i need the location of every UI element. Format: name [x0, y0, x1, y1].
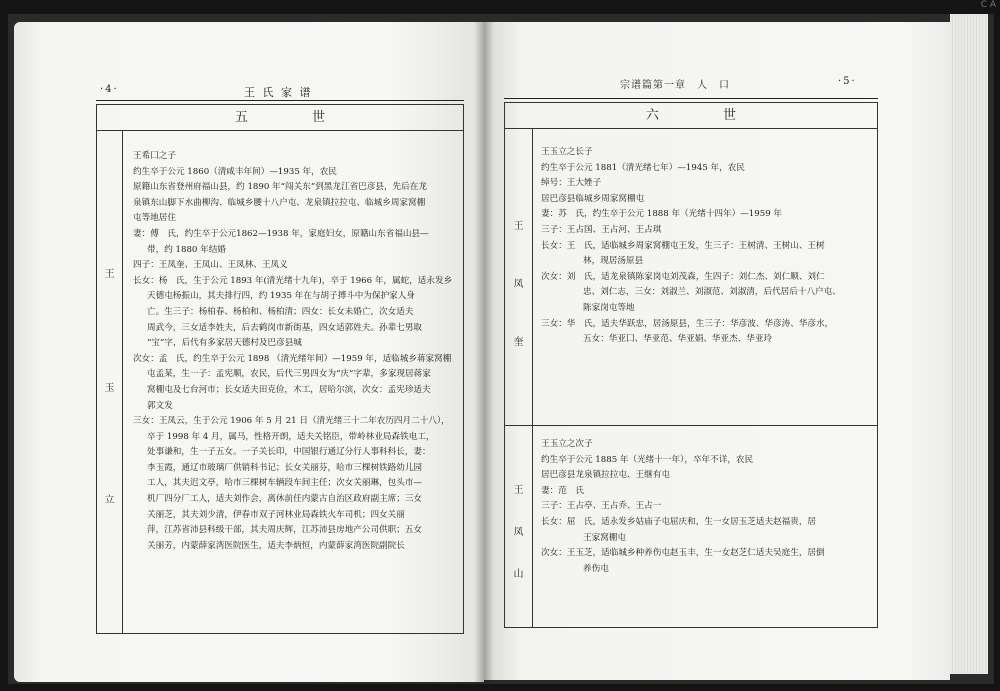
left-line: 卒于 1998 年 4 月，属马，性格开朗，适夫关铭臣，带岭林业局森铁电工，	[147, 431, 435, 442]
left-person-name-column	[97, 131, 123, 633]
left-line: 屯等地居住	[133, 213, 176, 224]
left-line: 妻：傅 氏，约生卒于公元1862—1938 年，家庭妇女，原籍山东省福山县—	[133, 228, 429, 239]
right-entry1-line: 三子：王占国、王占河、王占琪	[541, 224, 662, 235]
left-line: 机厂四分厂工人，适夫刘作会，离休前任内蒙古自治区政府副主席；三女	[147, 494, 423, 505]
right-entry2-line: 居巴彦县龙泉镇拉拉屯、王继有屯	[541, 470, 670, 481]
left-name-char-3: 立	[104, 495, 115, 506]
right-entry1-name-char-3: 奎	[513, 337, 524, 348]
left-line: 周武今，三女适李姓夫，后去鹤岗市新街基，四女适郭姓夫。孙辈七男取	[147, 322, 423, 333]
right-person-name-column	[505, 129, 533, 627]
right-page-number: ·5·	[838, 76, 857, 87]
right-entry2-line: 妻：范 氏	[541, 485, 584, 496]
left-name-char-2: 玉	[104, 383, 115, 394]
left-generation-table	[96, 104, 464, 634]
right-entry1-line: 妻：苏 氏，约生卒于公元 1888 年（光绪十四年）—1959 年	[541, 209, 782, 220]
left-line: 李玉霞，通辽市玻璃厂供销科书记；长女关丽芬，哈市三棵树铁路幼儿园	[147, 462, 423, 473]
right-entry2-name-char-1: 王	[513, 485, 524, 496]
right-entry1-line: 居巴彦县临城乡周家窝棚屯	[541, 193, 645, 204]
left-line: 长女：杨 氏，生于公元 1893 年(清光绪十九年)，卒于 1966 年，属蛇，适永发乡	[133, 275, 453, 286]
right-entry1-line: 忠、刘仁志，三女：刘淑兰、刘淑范、刘淑清，后代居后十八户屯、	[583, 287, 841, 298]
right-entry2-text	[541, 437, 873, 577]
left-line: 泉镇东山脚下水曲柳沟、临城乡腰十八户屯、龙泉镇拉拉屯、临城乡周家窝棚	[133, 197, 426, 208]
right-running-title: 宗谱篇第一章 人 口	[620, 80, 730, 91]
left-line: 三女：王凤云，生于公元 1906 年 5 月 21 日（清光绪三十二年农历四月二十八），	[133, 416, 450, 427]
right-entry-separator	[505, 425, 877, 426]
right-entry1-line: 长女：王 氏，适临城乡周家窝棚屯王发，生三子：王树清、王树山、王树	[541, 240, 825, 251]
left-line: 窝棚屯及七台河市；长女适夫田克俭，木工，居哈尔滨，次女：孟宪珍适夫	[147, 384, 431, 395]
right-entry2-name-char-3: 山	[513, 569, 524, 580]
page-edge	[950, 14, 988, 674]
right-entry2-line: 约生卒于公元 1885 年（光绪十一年），卒年不详，农民	[541, 454, 754, 465]
left-line: 关丽芳，内蒙薛家湾医院医生，适夫李炳恒，内蒙薛家湾医院副院长	[147, 540, 405, 551]
right-entry2-line: 王玉立之次子	[541, 439, 593, 449]
right-entry2-line: 次女：王玉芝，适临城乡种养伤屯赵玉丰，生一女赵芝仁适夫吴庭生，居倒	[541, 548, 825, 559]
right-entry1-line: 绰号：王大矬子	[541, 178, 602, 189]
left-header-rule	[96, 100, 464, 101]
right-entry2-line: 养伤屯	[583, 563, 609, 574]
left-line: 带，约 1880 年结婚	[147, 244, 226, 255]
right-entry1-name-char-2: 凤	[513, 279, 524, 290]
left-line: 工人，其夫迟文亭，哈市三棵树车辆段车间主任；次女关丽琳，包头市—	[147, 478, 423, 489]
right-entry2-line: 三子：王占亭、王占乔、王占一	[541, 501, 662, 512]
right-generation-table	[504, 102, 878, 628]
right-header-rule	[504, 98, 878, 99]
left-page-number: ·4·	[100, 84, 119, 95]
left-line: 郭文发	[147, 400, 173, 411]
right-entry1-name-char-1: 王	[513, 221, 524, 232]
left-line: 四子：王凤奎、王凤山、王凤林、王凤义	[133, 260, 288, 271]
left-line: 亡。生三子：杨柏春、杨柏和、杨柏清；四女：长女未婚亡，次女适夫	[147, 306, 414, 317]
book-gutter	[474, 22, 494, 682]
left-line: 处事谦和，生一子五女。一子关长印，中国银行通辽分行人事科科长，妻：	[147, 447, 431, 458]
right-entry1-line: 三女：华 氏，适夫华跃忠，居汤原县，生三子：华彦波、华彦涛、华彦水，	[541, 318, 834, 329]
left-line: 约生卒于公元 1860（清咸丰年间）—1935 年，农民	[133, 166, 337, 177]
left-generation-title: 五 世	[97, 105, 463, 131]
left-entry-text	[133, 149, 459, 554]
right-entry1-line: 约生卒于公元 1881（清光绪七年）—1945 年，农民	[541, 162, 745, 173]
left-line: 天德屯杨振山，其夫排行四，约 1935 年在与胡子搏斗中为保护家人身	[147, 291, 415, 302]
right-generation-title: 六 世	[505, 103, 877, 129]
right-entry1-text	[541, 145, 873, 348]
right-entry1-line: 王玉立之长子	[541, 147, 593, 157]
left-line: 关丽芝，其夫刘少清，伊春市双子河林业局森铁火车司机；四女关丽	[147, 509, 405, 520]
right-entry1-line: 次女：刘 氏，适龙泉镇陈家岗屯刘茂森，生四子：刘仁杰、刘仁顺、刘仁	[541, 271, 825, 282]
left-line: 原籍山东省登州府福山县，约 1890 年“闯关东”到黑龙江省巴彦县，先后在龙	[133, 182, 427, 193]
right-entry2-name-char-2: 凤	[513, 527, 524, 538]
left-running-title: 王 氏 家 谱	[244, 86, 313, 99]
left-line: “宝”字，后代有多家居天德村及巴彦县城	[147, 338, 302, 349]
right-entry2-line: 长女：屈 氏，适永发乡姑庙子屯屈庆和，生一女居玉芝适夫赵福贵，居	[541, 516, 817, 527]
left-line: 次女：孟 氏，约生卒于公元 1898 （清光绪年间）—1959 年，适临城乡蒋家窝棚	[133, 353, 452, 364]
left-name-char-1: 王	[104, 269, 115, 280]
left-line: 屯孟某，生一子：孟宪顺，农民，后代三男四女为“庆”字辈，多家现居蒋家	[147, 369, 431, 380]
right-entry2-line: 王家窝棚屯	[583, 532, 626, 543]
left-line: 王希囗之子	[133, 151, 176, 161]
right-entry1-line: 五女：华亚囗、华亚范、华亚娟、华亚杰、华亚玲	[583, 334, 773, 345]
right-entry1-line: 陈家岗屯等地	[583, 302, 635, 313]
right-entry1-line: 林，现居汤原县	[583, 256, 644, 267]
left-line: 萍，江苏省沛县科级干部，其夫周庆辉，江苏沛县房地产公司供职；五女	[147, 525, 423, 536]
corner-mark: C A	[980, 0, 996, 10]
